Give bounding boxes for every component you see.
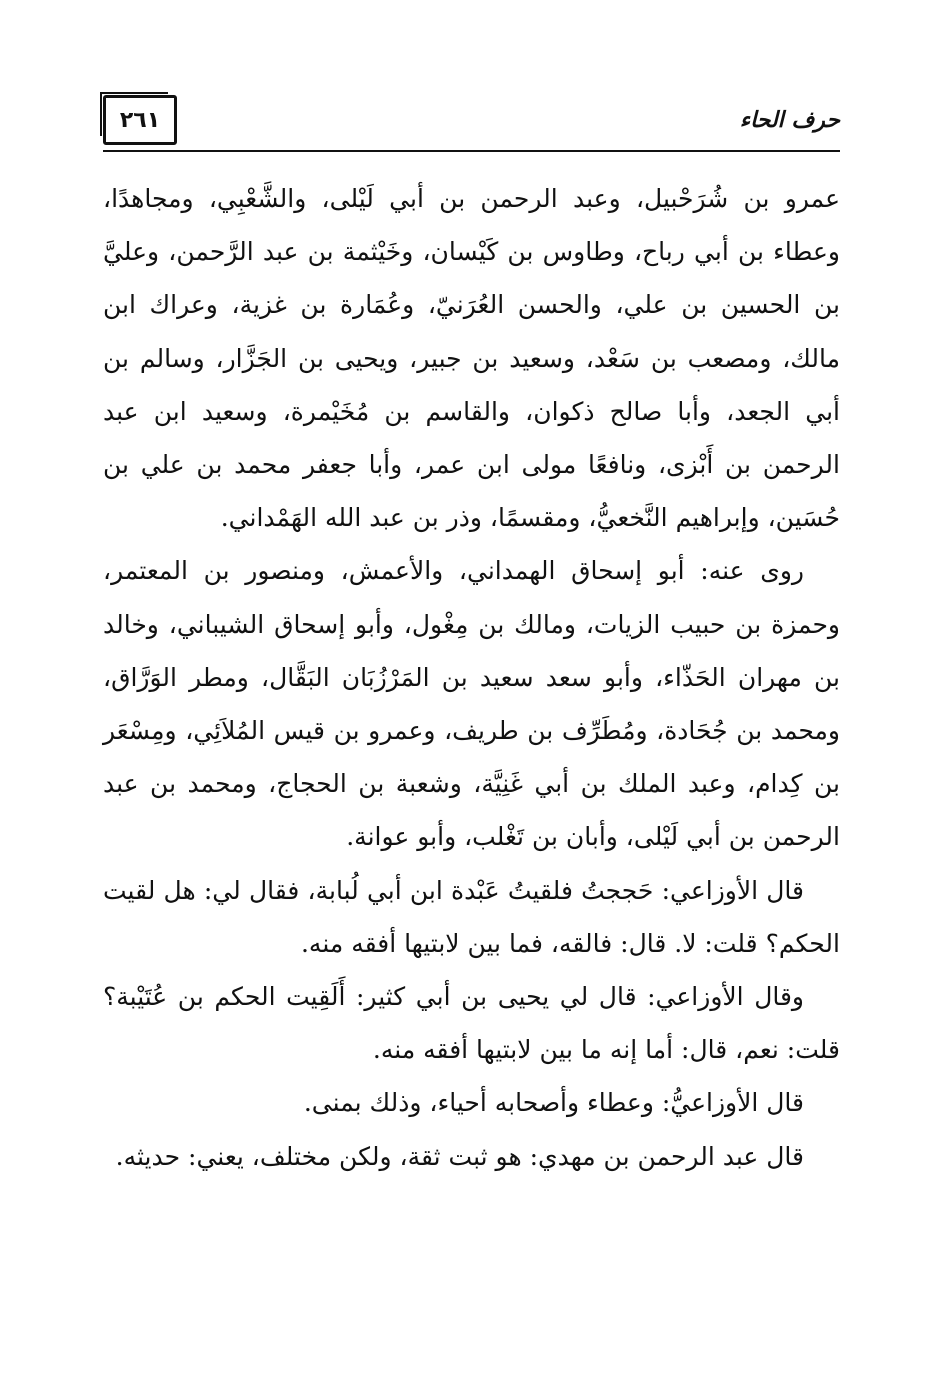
paragraph-awzai-quote-3: قال الأوزاعيُّ: وعطاء وأصحابه أحياء، وذلك بمنى. [303, 1088, 804, 1118]
paragraph-narrated-by: روى عنه: أبو إسحاق الهمداني، والأعمش، ومنصور بن المعتمر، وحمزة بن حبيب الزيات، ومالك بن مِغْول، وأبو إسحاق الشيباني، وخالد بن مهران الحَذّاء، وأبو سعد سعيد بن المَرْزُبَان البَقَّال، ومطر الوَرَّاق، ومحمد بن جُحَادة، ومُطَرِّف بن طريف، وعمرو بن قيس المُلاَئِي، ومِسْعَر بن كِدام، وعبد الملك بن أبي غَنِيَّة، وشعبة بن الحجاج، ومحمد بن عبد الرحمن بن أبي لَيْلى، وأبان بن تَغْلب، وأبو عوانة. [103, 556, 840, 852]
page-number-text: ٢٦١ [119, 107, 161, 133]
paragraph-ibn-mahdi-quote: قال عبد الرحمن بن مهدي: هو ثبت ثقة، ولكن مختلف، يعني: حديثه. [115, 1141, 804, 1171]
header-divider [103, 150, 840, 152]
page-number [103, 95, 177, 145]
paragraph-narrators-from: عمرو بن شُرَحْبيل، وعبد الرحمن بن أبي لَيْلى، والشَّعْبِي، ومجاهدًا، وعطاء بن أبي رباح، وطاوس بن كَيْسان، وخَيْثمة بن عبد الرَّحمن، وعليَّ بن الحسين بن علي، والحسن العُرَنيّ، وعُمَارة بن غزية، وعراك ابن مالك، ومصعب بن سَعْد، وسعيد بن جبير، ويحيى بن الجَزَّار، وسالم بن أبي الجعد، وأبا صالح ذكوان، والقاسم بن مُخَيْمرة، وسعيد ابن عبد الرحمن بن أَبْزى، ونافعًا مولى ابن عمر، وأبا جعفر محمد بن علي بن حُسَين، وإبراهيم النَّخعيُّ، ومقسمًا، وذر بن عبد الله الهَمْداني. [103, 184, 840, 533]
running-header: حرف الحاء [739, 108, 840, 133]
body-text [103, 172, 840, 1183]
paragraph-awzai-quote-2: وقال الأوزاعي: قال لي يحيى بن أبي كثير: أَلَقِيت الحكم بن عُتَيْبة؟ قلت: نعم، قال: أما إنه ما بين لابتيها أفقه منه. [103, 982, 840, 1065]
paragraph-awzai-quote-1: قال الأوزاعي: حَججتُ فلقيتُ عَبْدة ابن أبي لُبابة، فقال لي: هل لقيت الحكم؟ قلت: لا. قال: فالقه، فما بين لابتيها أفقه منه. [103, 875, 840, 958]
